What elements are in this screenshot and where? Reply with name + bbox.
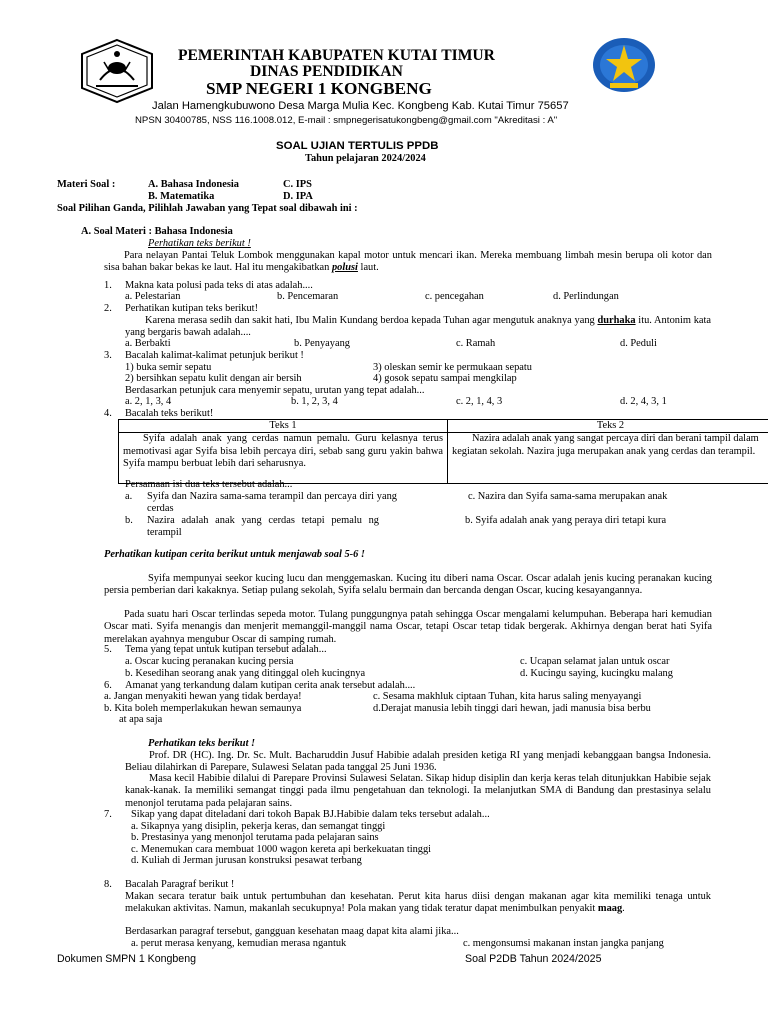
q6-option-c: c. Sesama makhluk ciptaan Tuhan, kita harus saling menyayangi (373, 691, 642, 702)
q1-num: 1. (104, 280, 112, 291)
q3-step-2: 2) bersihkan sepatu kulit dengan air bersih (125, 373, 302, 384)
q7-option-c: c. Menemukan cara membuat 1000 wagon kereta api berkekuatan tinggi (131, 844, 432, 855)
left-logo (78, 38, 156, 104)
q2-option-b: b. Penyayang (294, 338, 350, 349)
q8-text: Bacalah Paragraf berikut ! (125, 879, 235, 890)
q4-num: 4. (104, 408, 112, 419)
materi-c: C. IPS (283, 179, 312, 190)
q3-text: Bacalah kalimat-kalimat petunjuk berikut ! (125, 350, 304, 361)
q4-option-d: b. Syifa adalah anak yang peraya diri tetapi kura (465, 515, 667, 526)
teks2-body: Nazira adalah anak yang sangat percaya diri dan berani tampil dalam kegiatan sekolah. Nazira juga merupakan anak yang cerdas dan terampil. (448, 433, 768, 484)
q4-option-b-letter: b. (125, 515, 133, 526)
q1-text: Makna kata polusi pada teks di atas adalah.... (125, 280, 313, 291)
q3-question: Berdasarkan petunjuk cara menyemir sepatu, urutan yang tepat adalah... (125, 385, 425, 396)
q7-option-b: b. Prestasinya yang menonjol terutama pada pelajaran sains (131, 832, 379, 843)
q3-step-3: 3) oleskan semir ke permukaan sepatu (373, 362, 532, 373)
q2-option-a: a. Berbakti (125, 338, 171, 349)
story-7-p2: Masa kecil Habibie dilalui di Parepare Provinsi Sulawesi Selatan. Sikap hidup disiplin dan kerja keras telah ditunjukkan Habibie sejak kanak-kanak. Ia memiliki semangat tinggi pada ilmu pengetahuan dan teknologi. Ia melanjutkan SMA di Bandung dan prestasinya selalu menonjol terutama pada pelajaran sains. (125, 773, 711, 809)
q3-step-1: 1) buka semir sepatu (125, 362, 212, 373)
q6-option-a: a. Jangan menyakiti hewan yang tidak berdaya! (104, 691, 302, 702)
intro-7: Perhatikan teks berikut ! (148, 738, 256, 749)
materi-label: Materi Soal : (57, 179, 116, 190)
q5-option-a: a. Oscar kucing peranakan kucing persia (125, 656, 294, 667)
q7-text: Sikap yang dapat diteladani dari tokoh Bapak BJ.Habibie dalam teks tersebut adalah... (131, 809, 490, 820)
materi-d: D. IPA (283, 191, 313, 202)
materi-a: A. Bahasa Indonesia (148, 179, 239, 190)
q5-option-d: d. Kucingu saying, kucingku malang (520, 668, 673, 679)
q8-paragraph: Makan secara teratur baik untuk pertumbuhan dan kesehatan. Perut kita harus diisi dengan makanan agar kita memiliki tenaga untuk melakukan aktivitas. Namun, makanlah secukupnya! Pola makan yang tidak teratur dapat menimbulkan penyakit maag. (125, 891, 711, 915)
school-address: Jalan Hamengkubuwono Desa Marga Mulia Kec. Kongbeng Kab. Kutai Timur 75657 (152, 100, 569, 112)
q1-option-d: d. Perlindungan (553, 291, 619, 302)
passage-1: Para nelayan Pantai Teluk Lombok menggunakan kapal motor untuk mencari ikan. Mereka membuang limbah mesin berupa oli kotor dan sisa bahan bakar bekas ke laut. Hal itu mengakibatkan polusi laut. (104, 250, 712, 274)
perhatikan-label: Perhatikan teks berikut ! (148, 238, 251, 249)
q8-question: Berdasarkan paragraf tersebut, gangguan kesehatan maag dapat kita alami jika... (125, 926, 459, 937)
teks1-body: Syifa adalah anak yang cerdas namun pemalu. Guru kelasnya terus memotivasi agar Syifa bisa lebih percaya diri, sebab sang guru yakin bahwa Syifa mampu berbuat lebih dari seharusnya. (119, 433, 448, 484)
q1-option-c: c. pencegahan (425, 291, 484, 302)
q5-text: Tema yang tepat untuk kutipan tersebut adalah... (125, 644, 327, 655)
footer-left: Dokumen SMPN 1 Kongbeng (57, 953, 196, 965)
q5-option-b: b. Kesedihan seorang anak yang ditinggal oleh kucingnya (125, 668, 366, 679)
q4-text: Bacalah teks berikut! (125, 408, 214, 419)
q2-option-c: c. Ramah (456, 338, 496, 349)
q4-option-a: Syifa dan Nazira sama-sama terampil dan percaya diri yang cerdas (147, 491, 397, 515)
q4-option-a-letter: a. (125, 491, 133, 502)
q3-option-c: c. 2, 1, 4, 3 (456, 396, 503, 407)
q7-option-d: d. Kuliah di Jerman jurusan konstruksi pesawat terbang (131, 855, 362, 866)
q5-option-c: c. Ucapan selamat jalan untuk oscar (520, 656, 670, 667)
school-npsn: NPSN 30400785, NSS 116.1008.012, E-mail : smpnegerisatukongbeng@gmail.com "Akreditasi : A" (135, 115, 558, 126)
q2-passage: Karena merasa sedih dan sakit hati, Ibu Malin Kundang berdoa kepada Tuhan agar mengutuk anaknya yang durhaka itu. Antonim kata yang bergaris bawah adalah.... (125, 315, 711, 339)
q2-text: Perhatikan kutipan teks berikut! (125, 303, 259, 314)
q7-option-a: a. Sikapnya yang disiplin, pekerja keras, dan semangat tinggi (131, 821, 386, 832)
q3-option-d: d. 2, 4, 3, 1 (620, 396, 667, 407)
right-logo (592, 37, 656, 93)
q4-option-c: c. Nazira dan Syifa sama-sama merupakan anak (468, 491, 668, 502)
q3-step-4: 4) gosok sepatu sampai mengkilap (373, 373, 517, 384)
q3-option-b: b. 1, 2, 3, 4 (291, 396, 338, 407)
materi-b: B. Matematika (148, 191, 215, 202)
q7-num: 7. (104, 809, 112, 820)
q1-option-b: b. Pencemaran (277, 291, 339, 302)
q2-option-d: d. Peduli (620, 338, 657, 349)
header-line-2: DINAS PENDIDIKAN (250, 63, 403, 80)
story-7-p1: Prof. DR (HC). Ing. Dr. Sc. Mult. Bacharuddin Jusuf Habibie adalah presiden ketiga RI yang menjadi kebanggaan bangsa Indonesia. Beliau dilahirkan di Parepare, Sulawesi Selatan pada tanggal 25 Juni 1936. (125, 750, 711, 774)
q6-num: 6. (104, 680, 112, 691)
q5-num: 5. (104, 644, 112, 655)
story-5-6-p2: Pada suatu hari Oscar terlindas sepeda motor. Tulang punggungnya patah sehingga Oscar mengalami kelumpuhan. Beberapa hari kemudian Oscar mati. Syifa menangis dan menjerit memanggil-manggil nama Oscar, tetapi Oscar tetap tidak bergerak. Akhirnya dengan berat hati Syifa merelakan ayahnya mengubur Oscar di samping rumah. (104, 609, 712, 645)
q4-table (118, 419, 768, 484)
exam-title: SOAL UJIAN TERTULIS PPDB (276, 140, 439, 152)
q3-option-a: a. 2, 1, 3, 4 (125, 396, 172, 407)
q8-num: 8. (104, 879, 112, 890)
section-a-heading: A. Soal Materi : Bahasa Indonesia (81, 226, 233, 237)
q8-option-c: c. mengonsumsi makanan instan jangka panjang (463, 938, 664, 949)
q6-text: Amanat yang terkandung dalam kutipan cerita anak tersebut adalah.... (125, 680, 416, 691)
exam-year: Tahun pelajaran 2024/2024 (305, 153, 426, 164)
instruction: Soal Pilihan Ganda, Pilihlah Jawaban yang Tepat soal dibawah ini : (57, 203, 358, 214)
story-5-6-p1: Syifa mempunyai seekor kucing lucu dan menggemaskan. Kucing itu diberi nama Oscar. Oscar adalah jenis kucing peranakan kucing persia pemberian dari kakaknya. Setiap pulang sekolah, Syifa selalu bermain dan bercanda dengan Oscar, kucing kesayangannya. (104, 573, 712, 597)
q3-num: 3. (104, 350, 112, 361)
q4-option-b: Nazira adalah anak yang cerdas tetapi pemalu ng terampil (147, 515, 379, 539)
header-line-1: PEMERINTAH KABUPATEN KUTAI TIMUR (178, 47, 495, 64)
footer-right: Soal P2DB Tahun 2024/2025 (465, 953, 602, 965)
q2-num: 2. (104, 303, 112, 314)
school-name: SMP NEGERI 1 KONGBENG (206, 79, 432, 98)
teks2-header: Teks 2 (448, 420, 768, 433)
q8-option-a: a. perut merasa kenyang, kemudian merasa ngantuk (131, 938, 347, 949)
q6-option-b-cont: at apa saja (119, 714, 163, 725)
intro-5-6: Perhatikan kutipan cerita berikut untuk menjawab soal 5-6 ! (104, 549, 365, 560)
teks1-header: Teks 1 (119, 420, 448, 433)
q1-option-a: a. Pelestarian (125, 291, 181, 302)
q6-option-b: b. Kita boleh memperlakukan hewan semaunya (104, 703, 302, 714)
q4-question: Persamaan isi dua teks tersebut adalah... (125, 479, 293, 490)
q6-option-d: d.Derajat manusia lebih tinggi dari hewan, jadi manusia bisa berbu (373, 703, 651, 714)
